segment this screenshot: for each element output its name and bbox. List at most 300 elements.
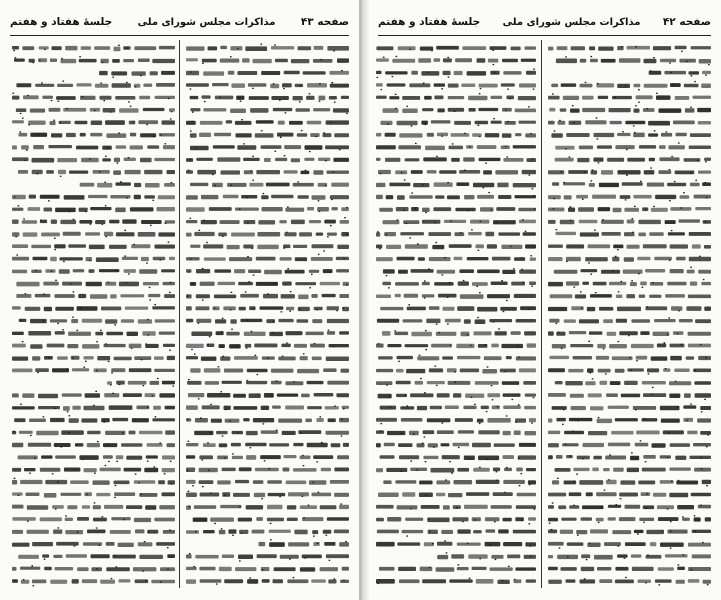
word-glyph <box>134 195 141 200</box>
word-glyph <box>449 146 464 150</box>
word-glyph <box>423 430 435 434</box>
word-glyph <box>634 530 644 533</box>
word-glyph <box>151 580 175 583</box>
text-line <box>376 430 536 437</box>
word-glyph <box>271 96 289 100</box>
illegible-text-lines <box>546 42 711 590</box>
word-glyph <box>243 418 249 421</box>
glyph-dot <box>221 331 223 332</box>
word-glyph <box>617 133 631 136</box>
word-glyph <box>325 145 349 149</box>
word-glyph <box>665 220 676 224</box>
word-glyph <box>291 59 310 63</box>
word-glyph <box>130 145 143 149</box>
word-glyph <box>675 96 690 100</box>
text-line <box>12 205 175 212</box>
word-glyph <box>382 282 391 285</box>
glyph-dot <box>565 443 567 444</box>
glyph-dot <box>498 328 500 329</box>
glyph-dot <box>140 75 142 76</box>
glyph-dot <box>650 70 652 71</box>
word-glyph <box>116 232 135 236</box>
word-glyph <box>307 83 327 87</box>
word-glyph <box>337 58 349 63</box>
word-glyph <box>159 505 175 509</box>
word-glyph <box>97 183 112 188</box>
word-glyph <box>660 406 680 411</box>
glyph-dot <box>529 174 531 175</box>
glyph-dot <box>200 417 202 418</box>
word-glyph <box>589 331 603 334</box>
word-glyph <box>693 96 712 99</box>
word-glyph <box>379 208 393 212</box>
word-glyph <box>608 443 630 447</box>
word-glyph <box>327 233 337 236</box>
word-glyph <box>228 529 236 533</box>
word-glyph <box>323 530 332 534</box>
glyph-dot <box>671 230 673 231</box>
word-glyph <box>551 84 558 88</box>
word-glyph <box>114 481 130 485</box>
word-glyph <box>687 431 697 435</box>
word-glyph <box>434 96 443 100</box>
glyph-dot <box>647 306 649 307</box>
word-glyph <box>376 232 380 236</box>
text-line <box>12 156 175 164</box>
text-line <box>379 564 536 572</box>
glyph-dot <box>293 577 295 578</box>
word-glyph <box>690 282 697 286</box>
glyph-dot <box>253 274 255 275</box>
word-glyph <box>53 555 62 558</box>
word-glyph <box>398 270 408 274</box>
word-glyph <box>194 232 214 236</box>
word-glyph <box>611 431 633 435</box>
glyph-dot <box>135 86 137 87</box>
word-glyph <box>78 294 86 298</box>
word-glyph <box>445 406 459 410</box>
glyph-dot <box>615 256 617 257</box>
word-glyph <box>556 455 563 459</box>
word-glyph <box>93 480 110 485</box>
text-line <box>12 143 175 151</box>
word-glyph <box>75 121 88 124</box>
glyph-dot <box>313 536 315 537</box>
word-glyph <box>36 431 59 436</box>
word-glyph <box>658 170 671 174</box>
glyph-dot <box>442 422 444 423</box>
word-glyph <box>490 46 507 50</box>
word-glyph <box>106 332 123 335</box>
word-glyph <box>429 257 451 261</box>
word-glyph <box>423 456 438 459</box>
word-glyph <box>633 195 651 199</box>
word-glyph <box>325 406 339 409</box>
word-glyph <box>77 517 89 521</box>
word-glyph <box>283 455 296 458</box>
text-line <box>548 279 711 288</box>
word-glyph <box>384 443 395 447</box>
word-glyph <box>477 58 486 63</box>
glyph-dot <box>69 415 71 416</box>
word-glyph <box>625 542 646 546</box>
text-line <box>186 441 349 449</box>
word-glyph <box>564 431 584 435</box>
glyph-dot <box>270 539 272 540</box>
word-glyph <box>102 158 111 161</box>
word-glyph <box>213 145 235 148</box>
word-glyph <box>449 244 472 248</box>
glyph-dot <box>68 432 70 433</box>
glyph-dot <box>126 82 128 83</box>
word-glyph <box>398 567 416 571</box>
glyph-dot <box>273 83 275 84</box>
glyph-dot <box>82 459 84 460</box>
glyph-dot <box>595 292 597 293</box>
glyph-dot <box>598 162 600 163</box>
glyph-dot <box>405 395 407 396</box>
word-glyph <box>650 542 656 546</box>
glyph-dot <box>311 274 313 275</box>
glyph-dot <box>653 57 655 58</box>
word-glyph <box>643 393 666 397</box>
glyph-dot <box>686 61 688 62</box>
word-glyph <box>702 182 711 186</box>
glyph-dot <box>496 471 498 472</box>
glyph-dot <box>681 344 683 345</box>
word-glyph <box>468 232 482 235</box>
word-glyph <box>326 554 349 558</box>
word-glyph <box>327 306 340 310</box>
glyph-dot <box>237 48 239 49</box>
word-glyph <box>527 343 536 347</box>
word-glyph <box>519 83 536 87</box>
word-glyph <box>485 133 500 137</box>
word-glyph <box>670 443 690 447</box>
word-glyph <box>211 419 222 423</box>
word-glyph <box>273 108 293 111</box>
glyph-dot <box>60 176 62 177</box>
glyph-dot <box>518 404 520 405</box>
word-glyph <box>703 580 711 584</box>
glyph-dot <box>486 411 488 412</box>
word-glyph <box>155 96 175 99</box>
word-glyph <box>376 369 393 372</box>
word-glyph <box>643 505 654 509</box>
word-glyph <box>312 530 318 534</box>
text-line <box>186 503 349 510</box>
word-glyph <box>46 170 54 174</box>
word-glyph <box>12 567 17 571</box>
word-glyph <box>313 170 323 175</box>
word-glyph <box>90 207 111 210</box>
word-glyph <box>132 418 149 422</box>
glyph-dot <box>341 419 343 420</box>
glyph-dot <box>589 543 591 544</box>
word-glyph <box>152 306 175 309</box>
text-line <box>16 81 175 88</box>
word-glyph <box>291 158 300 162</box>
word-glyph <box>402 492 415 496</box>
word-glyph <box>62 282 82 286</box>
word-glyph <box>488 59 499 63</box>
word-glyph <box>271 369 294 373</box>
glyph-dot <box>13 93 15 94</box>
word-glyph <box>138 59 150 63</box>
word-glyph <box>642 381 666 385</box>
glyph-dot <box>14 580 16 581</box>
text-line <box>186 268 349 276</box>
word-glyph <box>639 518 654 521</box>
word-glyph <box>167 554 175 558</box>
word-glyph <box>670 356 682 361</box>
glyph-dot <box>635 105 637 106</box>
glyph-dot <box>512 399 514 400</box>
word-glyph <box>286 331 303 335</box>
glyph-dot <box>493 64 495 65</box>
word-glyph <box>639 145 656 149</box>
word-glyph <box>186 294 192 298</box>
word-glyph <box>115 96 135 100</box>
word-glyph <box>118 543 134 547</box>
word-glyph <box>376 518 384 522</box>
word-glyph <box>503 71 521 75</box>
word-glyph <box>548 493 566 497</box>
word-glyph <box>270 84 279 89</box>
glyph-dot <box>446 552 448 553</box>
glyph-dot <box>18 495 20 496</box>
word-glyph <box>82 319 102 323</box>
word-glyph <box>419 481 433 485</box>
glyph-dot <box>58 527 60 528</box>
word-glyph <box>12 96 19 100</box>
word-glyph <box>503 431 511 435</box>
glyph-dot <box>460 232 462 233</box>
word-glyph <box>114 357 132 361</box>
glyph-dot <box>14 478 16 479</box>
word-glyph <box>255 468 279 472</box>
glyph-dot <box>419 355 421 356</box>
word-glyph <box>76 83 91 86</box>
glyph-dot <box>76 444 78 445</box>
word-glyph <box>461 332 470 337</box>
word-glyph <box>138 232 156 237</box>
text-line <box>548 206 711 213</box>
glyph-dot <box>410 508 412 509</box>
word-glyph <box>487 393 500 397</box>
word-glyph <box>386 468 407 472</box>
glyph-dot <box>618 341 620 342</box>
glyph-dot <box>53 120 55 121</box>
glyph-dot <box>13 431 15 432</box>
glyph-dot <box>683 554 685 555</box>
text-line <box>186 44 349 52</box>
glyph-dot <box>650 167 652 168</box>
glyph-dot <box>55 280 57 281</box>
glyph-dot <box>48 357 50 358</box>
glyph-dot <box>625 86 627 87</box>
word-glyph <box>126 505 142 509</box>
glyph-dot <box>598 417 600 418</box>
glyph-dot <box>124 256 126 257</box>
word-glyph <box>226 332 239 336</box>
glyph-dot <box>554 130 556 131</box>
word-glyph <box>420 47 433 51</box>
word-glyph <box>469 108 476 112</box>
text-line <box>437 552 536 560</box>
glyph-dot <box>112 77 114 78</box>
word-glyph <box>529 418 536 422</box>
glyph-dot <box>667 508 669 509</box>
glyph-dot <box>654 130 656 131</box>
glyph-dot <box>346 234 348 235</box>
word-glyph <box>475 381 499 385</box>
word-glyph <box>570 109 580 113</box>
word-glyph <box>306 96 314 100</box>
word-glyph <box>609 282 626 286</box>
word-glyph <box>164 294 175 298</box>
glyph-dot <box>94 502 96 503</box>
glyph-dot <box>584 172 586 173</box>
glyph-dot <box>449 282 451 283</box>
glyph-dot <box>588 341 590 342</box>
word-glyph <box>609 344 627 348</box>
word-glyph <box>601 220 624 224</box>
glyph-dot <box>702 542 704 543</box>
text-line <box>186 217 349 226</box>
word-glyph <box>55 307 74 311</box>
glyph-dot <box>681 51 683 52</box>
word-glyph <box>293 468 317 472</box>
word-glyph <box>441 530 453 534</box>
glyph-dot <box>160 259 162 260</box>
word-glyph <box>129 344 142 349</box>
word-glyph <box>18 555 39 559</box>
word-glyph <box>341 232 349 236</box>
word-glyph <box>699 59 711 64</box>
glyph-dot <box>661 530 663 531</box>
glyph-dot <box>153 136 155 137</box>
word-glyph <box>516 505 536 509</box>
glyph-dot <box>670 548 672 549</box>
glyph-dot <box>231 329 233 330</box>
word-glyph <box>568 369 583 373</box>
glyph-dot <box>331 199 333 200</box>
word-glyph <box>339 294 349 298</box>
text-line <box>555 156 711 164</box>
word-glyph <box>376 344 384 348</box>
word-glyph <box>256 257 276 261</box>
glyph-dot <box>553 198 555 199</box>
word-glyph <box>376 96 387 99</box>
word-glyph <box>401 418 423 422</box>
word-glyph <box>133 567 157 571</box>
word-glyph <box>261 195 268 199</box>
word-glyph <box>513 530 536 534</box>
glyph-dot <box>105 343 107 344</box>
word-glyph <box>109 245 127 249</box>
word-glyph <box>12 306 21 309</box>
word-glyph <box>498 529 509 533</box>
glyph-dot <box>241 119 243 120</box>
word-glyph <box>386 195 394 199</box>
word-glyph <box>196 294 210 298</box>
word-glyph <box>376 257 393 261</box>
word-glyph <box>442 356 453 359</box>
word-glyph <box>443 71 451 75</box>
word-glyph <box>61 59 77 63</box>
glyph-dot <box>704 399 706 400</box>
glyph-dot <box>691 75 693 76</box>
word-glyph <box>35 84 54 87</box>
word-glyph <box>216 431 228 434</box>
glyph-dot <box>339 149 341 150</box>
word-glyph <box>654 319 676 322</box>
word-glyph <box>165 406 175 410</box>
word-glyph <box>334 530 349 534</box>
word-glyph <box>548 47 553 51</box>
glyph-dot <box>424 297 426 298</box>
glyph-dot <box>55 408 57 409</box>
word-glyph <box>66 133 76 137</box>
word-glyph <box>222 492 230 497</box>
word-glyph <box>19 133 28 137</box>
glyph-dot <box>326 535 328 536</box>
word-glyph <box>670 344 685 348</box>
word-glyph <box>219 530 226 534</box>
glyph-dot <box>604 490 606 491</box>
word-glyph <box>613 208 622 213</box>
word-glyph <box>288 492 309 496</box>
word-glyph <box>380 455 395 459</box>
text-line <box>548 368 711 375</box>
word-glyph <box>44 567 52 571</box>
word-glyph <box>653 46 671 50</box>
word-glyph <box>162 455 175 459</box>
word-glyph <box>48 145 72 148</box>
word-glyph <box>396 207 409 211</box>
word-glyph <box>222 381 242 384</box>
word-glyph <box>597 567 611 571</box>
word-glyph <box>54 443 71 447</box>
glyph-dot <box>694 81 696 82</box>
glyph-dot <box>390 407 392 408</box>
word-glyph <box>548 418 552 422</box>
text-line <box>376 179 536 189</box>
glyph-dot <box>330 225 332 226</box>
glyph-dot <box>252 88 254 89</box>
word-glyph <box>287 518 298 521</box>
word-glyph <box>466 492 489 496</box>
word-glyph <box>42 554 49 557</box>
word-glyph <box>387 517 401 522</box>
word-glyph <box>511 331 521 335</box>
word-glyph <box>152 59 175 63</box>
word-glyph <box>519 368 536 372</box>
text-line <box>554 267 711 275</box>
glyph-dot <box>262 569 264 570</box>
word-glyph <box>247 369 268 373</box>
word-glyph <box>631 554 642 557</box>
word-glyph <box>627 220 635 224</box>
glyph-dot <box>553 208 555 209</box>
text-line <box>548 393 711 400</box>
word-glyph <box>245 46 267 51</box>
word-glyph <box>626 294 635 298</box>
word-glyph <box>333 108 349 112</box>
word-glyph <box>548 282 563 287</box>
word-glyph <box>700 406 711 410</box>
